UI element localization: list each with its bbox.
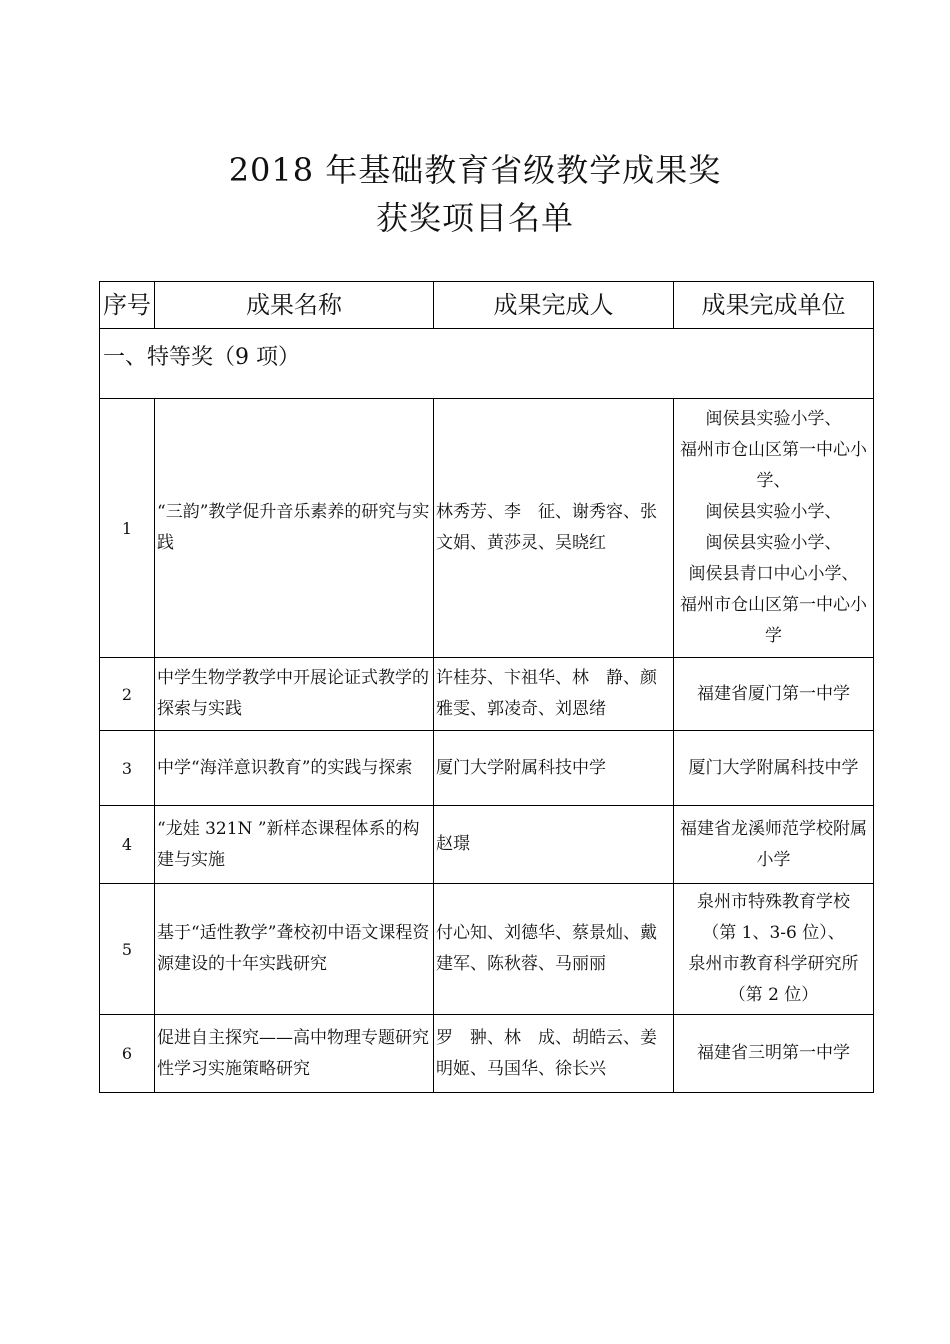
unit-line: 闽侯县实验小学、 xyxy=(705,533,842,553)
award-table xyxy=(99,281,874,1093)
unit-line: （第 1、3-6 位）、 xyxy=(702,923,845,943)
header-unit: 成果完成单位 xyxy=(674,282,874,329)
row-number: 2 xyxy=(100,658,155,731)
row-number: 1 xyxy=(100,399,155,658)
row-project-name: 中学生物学教学中开展论证式教学的探索与实践 xyxy=(155,658,434,731)
row-people: 林秀芳、李 征、谢秀容、张文娟、黄莎灵、吴晓红 xyxy=(434,399,674,658)
unit-line: 闽侯县青口中心小学、 xyxy=(688,564,859,584)
section-title: 一、特等奖（9 项） xyxy=(100,329,874,399)
table-row xyxy=(100,399,874,658)
section-row xyxy=(100,329,874,399)
unit-line: （第 2 位） xyxy=(728,985,819,1005)
row-people: 赵璟 xyxy=(434,806,674,884)
unit-line: 泉州市特殊教育学校 xyxy=(697,892,850,912)
row-unit xyxy=(674,731,874,806)
unit-line: 泉州市教育科学研究所 xyxy=(688,954,859,974)
table-header-row xyxy=(100,282,874,329)
row-people: 厦门大学附属科技中学 xyxy=(434,731,674,806)
row-people: 罗 翀、林 成、胡皓云、姜明姬、马国华、徐长兴 xyxy=(434,1015,674,1093)
row-unit xyxy=(674,658,874,731)
row-number: 5 xyxy=(100,884,155,1015)
table-row xyxy=(100,806,874,884)
row-project-name: 促进自主探究——高中物理专题研究性学习实施策略研究 xyxy=(155,1015,434,1093)
row-project-name: 基于“适性教学”聋校初中语文课程资源建设的十年实践研究 xyxy=(155,884,434,1015)
row-project-name: 中学“海洋意识教育”的实践与探索 xyxy=(155,731,434,806)
header-name: 成果名称 xyxy=(155,282,434,329)
row-number: 3 xyxy=(100,731,155,806)
unit-line: 福建省龙溪师范学校附属小学 xyxy=(680,818,867,870)
row-project-name: “龙娃 321N ”新样态课程体系的构建与实施 xyxy=(155,806,434,884)
unit-line: 厦门大学附属科技中学 xyxy=(688,757,859,778)
header-seq: 序号 xyxy=(100,282,155,329)
header-people: 成果完成人 xyxy=(434,282,674,329)
table-row xyxy=(100,884,874,1015)
unit-line: 闽侯县实验小学、 xyxy=(705,409,842,429)
table-row xyxy=(100,731,874,806)
unit-line: 福建省三明第一中学 xyxy=(697,1043,850,1063)
row-unit xyxy=(674,884,874,1015)
row-people: 付心知、刘德华、蔡景灿、戴建军、陈秋蓉、马丽丽 xyxy=(434,884,674,1015)
row-unit xyxy=(674,399,874,658)
row-project-name: “三韵”教学促升音乐素养的研究与实践 xyxy=(155,399,434,658)
row-number: 4 xyxy=(100,806,155,884)
row-unit xyxy=(674,1015,874,1093)
unit-line: 福建省厦门第一中学 xyxy=(697,683,850,704)
row-number: 6 xyxy=(100,1015,155,1093)
document-title: 2018 年基础教育省级教学成果奖 xyxy=(228,151,722,189)
document-subtitle: 获奖项目名单 xyxy=(375,199,574,237)
table-row xyxy=(100,1015,874,1093)
row-unit xyxy=(674,806,874,884)
table-row xyxy=(100,658,874,731)
row-people: 许桂芬、卞祖华、林 静、颜雅雯、郭凌奇、刘恩绪 xyxy=(434,658,674,731)
unit-line: 福州市仓山区第一中心小学 xyxy=(680,595,867,646)
unit-line: 闽侯县实验小学、 xyxy=(705,502,842,522)
unit-line: 福州市仓山区第一中心小学、 xyxy=(680,440,867,491)
